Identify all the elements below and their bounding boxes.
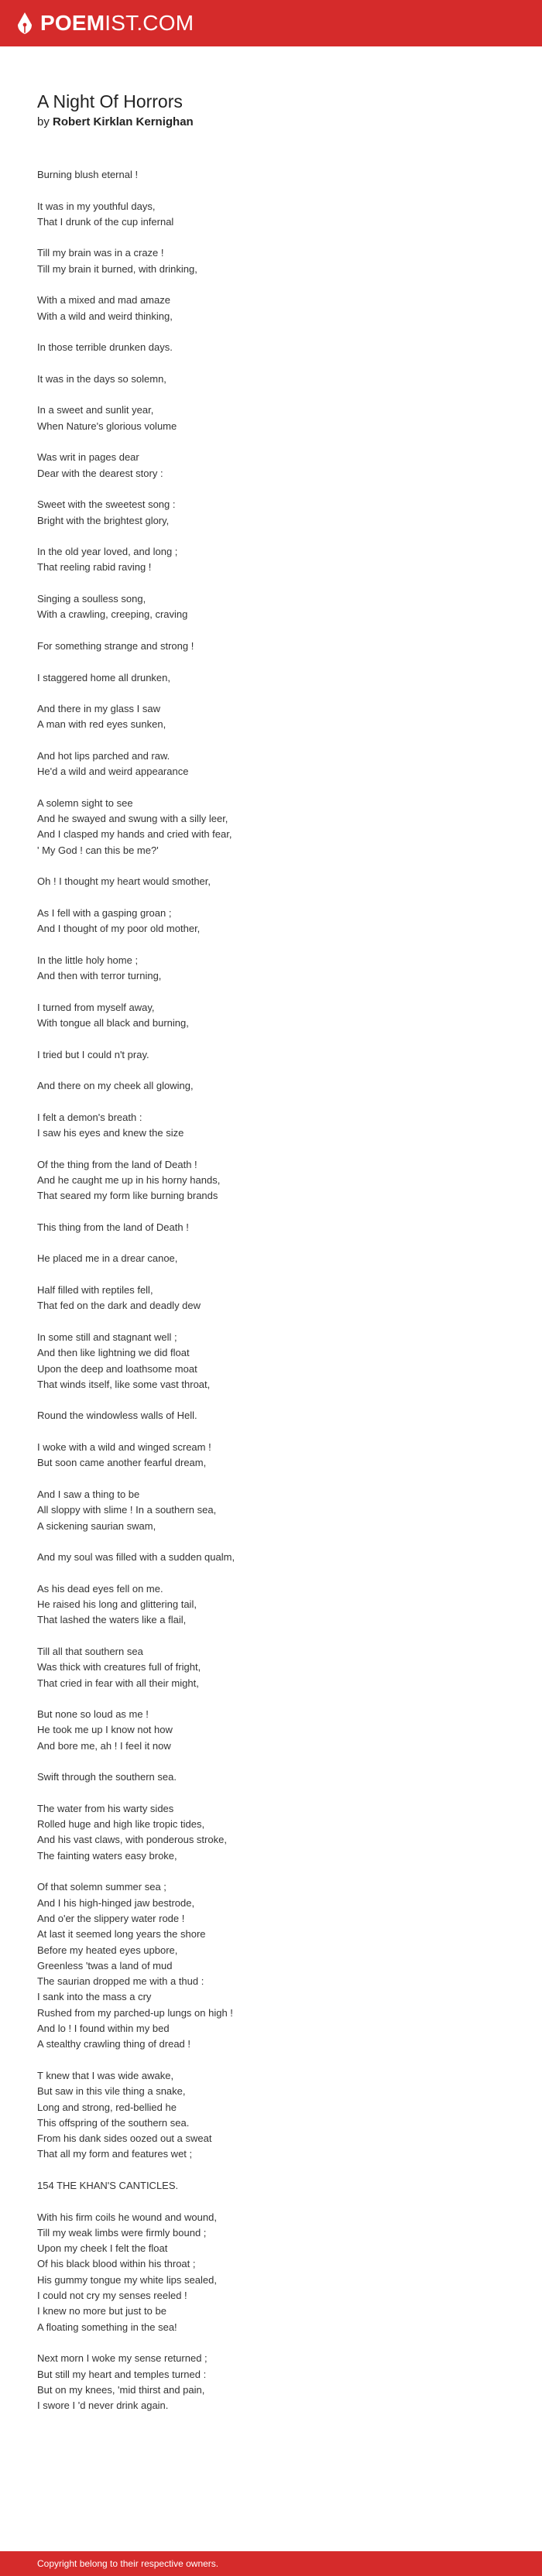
poem-line: He'd a wild and weird appearance [37,766,189,778]
poem-line: He took me up I know not how [37,1724,173,1736]
poem-stanza [37,544,517,576]
logo-bold-text: POEM [40,11,105,35]
poem-stanza [37,1487,517,1534]
poem-stanza [37,450,517,481]
poem-line: Half filled with reptiles fell, [37,1284,153,1297]
poem-line: In the little holy home ; [37,954,139,966]
logo-text [40,11,194,36]
poem-line: I saw his eyes and knew the size [37,1127,184,1139]
poem-line: Bright with the brightest glory, [37,514,170,526]
poem-line: And lo ! I found within my bed [37,2023,170,2035]
poem-line: It was in my youthful days, [37,200,156,212]
poem-line: Round the windowless walls of Hell. [37,1410,197,1422]
poem-line: But saw in this vile thing a snake, [37,2085,186,2098]
poem-stanza [37,1879,517,2052]
poem-line: From his dank sides oozed out a sweat [37,2132,212,2145]
poem-line: That winds itself, like some vast throat, [37,1378,211,1390]
poem-line: But none so loud as me ! [37,1708,149,1721]
poem-stanza [37,1251,517,1266]
poem-line: Swift through the southern sea. [37,1771,177,1783]
poem-line: And then with terror turning, [37,970,162,982]
poem-line: Till my weak limbs were firmly bound ; [37,2226,207,2239]
poem-stanza [37,1078,517,1094]
poem-line: That seared my form like burning brands [37,1190,218,1202]
poem-stanza [37,1157,517,1204]
poem-line: Long and strong, red-bellied he [37,2101,177,2113]
site-footer [0,2551,542,2576]
poem-stanza [37,2210,517,2335]
poem-stanza [37,2068,517,2163]
poem-line: And I clasped my hands and cried with fear, [37,828,232,841]
poem-line: Rolled huge and high like tropic tides, [37,1818,205,1831]
poem-line: ' My God ! can this be me?' [37,844,159,856]
poem-line: A stealthy crawling thing of dread ! [37,2038,191,2050]
poem-line: In some still and stagnant well ; [37,1331,177,1343]
poem-line: Upon my cheek I felt the float [37,2242,168,2255]
poem-line: And my soul was filled with a sudden qualm, [37,1551,235,1564]
poem-line: As his dead eyes fell on me. [37,1582,163,1595]
poem-line: Of the thing from the land of Death ! [37,1158,197,1170]
poem-line: Rushed from my parched-up lungs on high ! [37,2006,233,2019]
poem-stanza [37,372,517,387]
poem-stanza [37,199,517,231]
poem-line: All sloppy with slime ! In a southern sea, [37,1504,217,1516]
poem-line: Was writ in pages dear [37,451,139,464]
poem-line: I could not cry my senses reeled ! [37,2290,187,2302]
poem-line: And I saw a thing to be [37,1488,140,1500]
poem-line: Sweet with the sweetest song : [37,498,176,511]
poem-stanza [37,1047,517,1063]
poem-title: A Night Of Horrors [37,91,183,111]
author-name[interactable]: Robert Kirklan Kernighan [53,115,194,128]
poem-line: Of his black blood within his throat ; [37,2258,196,2270]
poem-line: And there in my glass I saw [37,703,160,715]
poem-line: But soon came another fearful dream, [37,1457,207,1469]
poem-stanza [37,639,517,654]
poem-stanza [37,1440,517,1471]
poem-line: And his vast claws, with ponderous stroke, [37,1834,227,1846]
poem-line: His gummy tongue my white lips sealed, [37,2273,217,2286]
poem-line: And I his high-hinged jaw bestrode, [37,1896,195,1909]
poem-stanza [37,340,517,355]
poem-line: With a mixed and mad amaze [37,294,170,307]
logo-light-text: IST.COM [105,11,194,35]
poem-line: In those terrible drunken days. [37,341,173,354]
poem-line: With his firm coils he wound and wound, [37,2211,217,2223]
poem-stanza [37,1550,517,1565]
poem-stanza [37,906,517,937]
poem-line: A solemn sight to see [37,796,133,809]
poem-line: I felt a demon's breath : [37,1111,142,1123]
poem-line: That reeling rabid raving ! [37,561,152,574]
poem-line: Dear with the dearest story : [37,467,163,479]
copyright-text: Copyright belong to their respective owners. [37,2558,219,2569]
poem-line: Till my brain was in a craze ! [37,247,164,259]
poem-stanza [37,245,517,277]
poem-line: In the old year loved, and long ; [37,546,178,558]
poem-line: A floating something in the sea! [37,2321,177,2333]
poem-line: A sickening saurian swam, [37,1519,156,1532]
poem-line: That all my form and features wet ; [37,2148,193,2160]
poem-line: The fainting waters easy broke, [37,1849,177,1862]
poem-stanza [37,293,517,324]
poem-line: But still my heart and temples turned : [37,2368,207,2380]
poem-line: Oh ! I thought my heart would smother, [37,875,211,888]
poem-line: Singing a soulless song, [37,593,146,605]
poem-stanza [37,1330,517,1392]
poem-line: And he caught me up in his horny hands, [37,1174,221,1186]
poem-stanza [37,953,517,985]
poem-stanza [37,497,517,529]
site-header [0,0,542,46]
poem-stanza [37,1000,517,1032]
poem-stanza [37,1581,517,1629]
poem-line: At last it seemed long years the shore [37,1928,206,1941]
poem-stanza [37,2178,517,2194]
poem-stanza [37,402,517,434]
poem-line: And he swayed and swung with a silly leer, [37,813,228,825]
poem-line: I swore I 'd never drink again. [37,2400,169,2412]
poem-line: With a crawling, creeping, craving [37,608,188,621]
poem-stanza [37,874,517,889]
poem-line: He raised his long and glittering tail, [37,1598,197,1611]
poem-body [37,167,517,2430]
site-logo[interactable] [17,11,194,36]
poem-line: With tongue all black and burning, [37,1017,189,1029]
poem-line: Before my heated eyes upbore, [37,1944,178,1956]
poem-stanza [37,1769,517,1785]
poem-stanza [37,1408,517,1423]
poem-line: That fed on the dark and deadly dew [37,1300,201,1312]
poem-line: Burning blush eternal ! [37,169,139,180]
poem-stanza [37,796,517,858]
poem-line: For something strange and strong ! [37,639,194,652]
poem-stanza [37,1801,517,1864]
poem-line: When Nature's glorious volume [37,420,177,432]
poem-line: Till my brain it burned, with drinking, [37,262,197,275]
poem-stanza [37,591,517,623]
poem-stanza [37,701,517,733]
poem-stanza [37,1220,517,1235]
poem-line: Upon the deep and loathsome moat [37,1362,197,1375]
poem-stanza [37,2351,517,2413]
poem-line: I tried but I could n't pray. [37,1048,149,1060]
poem-line: But on my knees, 'mid thirst and pain, [37,2383,205,2396]
poem-line: The saurian dropped me with a thud : [37,1975,204,1988]
poem-line: That cried in fear with all their might, [37,1677,199,1689]
poem-stanza [37,1707,517,1754]
byline [37,115,194,130]
poem-line: That lashed the waters like a flail, [37,1614,187,1626]
poem-line: As I fell with a gasping groan ; [37,906,172,919]
poem-line: And o'er the slippery water rode ! [37,1912,185,1924]
poem-stanza [37,1644,517,1691]
pen-nib-icon [17,12,33,35]
poem-line: I staggered home all drunken, [37,671,170,683]
poem-line: This offspring of the southern sea. [37,2116,190,2129]
poem-line: In a sweet and sunlit year, [37,404,154,416]
poem-line: Was thick with creatures full of fright, [37,1661,201,1673]
poem-line: And bore me, ah ! I feel it now [37,1739,171,1752]
poem-line: And there on my cheek all glowing, [37,1080,194,1092]
poem-stanza [37,1283,517,1314]
poem-line: Greenless 'twas a land of mud [37,1959,173,1971]
poem-stanza [37,1110,517,1142]
poem-line: 154 THE KHAN'S CANTICLES. [37,2180,179,2191]
poem-line: I knew no more but just to be [37,2305,166,2317]
poem-line: A man with red eyes sunken, [37,718,166,731]
poem-line: Of that solemn summer sea ; [37,1881,166,1893]
poem-line: And hot lips parched and raw. [37,749,170,762]
by-label: by [37,115,50,128]
poem-line: The water from his warty sides [37,1802,174,1814]
poem-line: This thing from the land of Death ! [37,1221,189,1233]
poem-stanza [37,167,517,183]
poem-line: Till all that southern sea [37,1645,143,1657]
poem-line: That I drunk of the cup infernal [37,215,174,228]
poem-line: I turned from myself away, [37,1001,155,1013]
poem-line: It was in the days so solemn, [37,372,166,385]
poem-line: I woke with a wild and winged scream ! [37,1441,211,1454]
poem-line: And I thought of my poor old mother, [37,923,201,935]
poem-line: With a wild and weird thinking, [37,310,173,322]
poem-stanza [37,748,517,780]
poem-line: And then like lightning we did float [37,1347,190,1359]
poem-line: I sank into the mass a cry [37,1991,152,2003]
poem-line: He placed me in a drear canoe, [37,1252,178,1265]
poem-stanza [37,670,517,686]
poem-line: T knew that I was wide awake, [37,2069,174,2081]
poem-line: Next morn I woke my sense returned ; [37,2352,208,2365]
